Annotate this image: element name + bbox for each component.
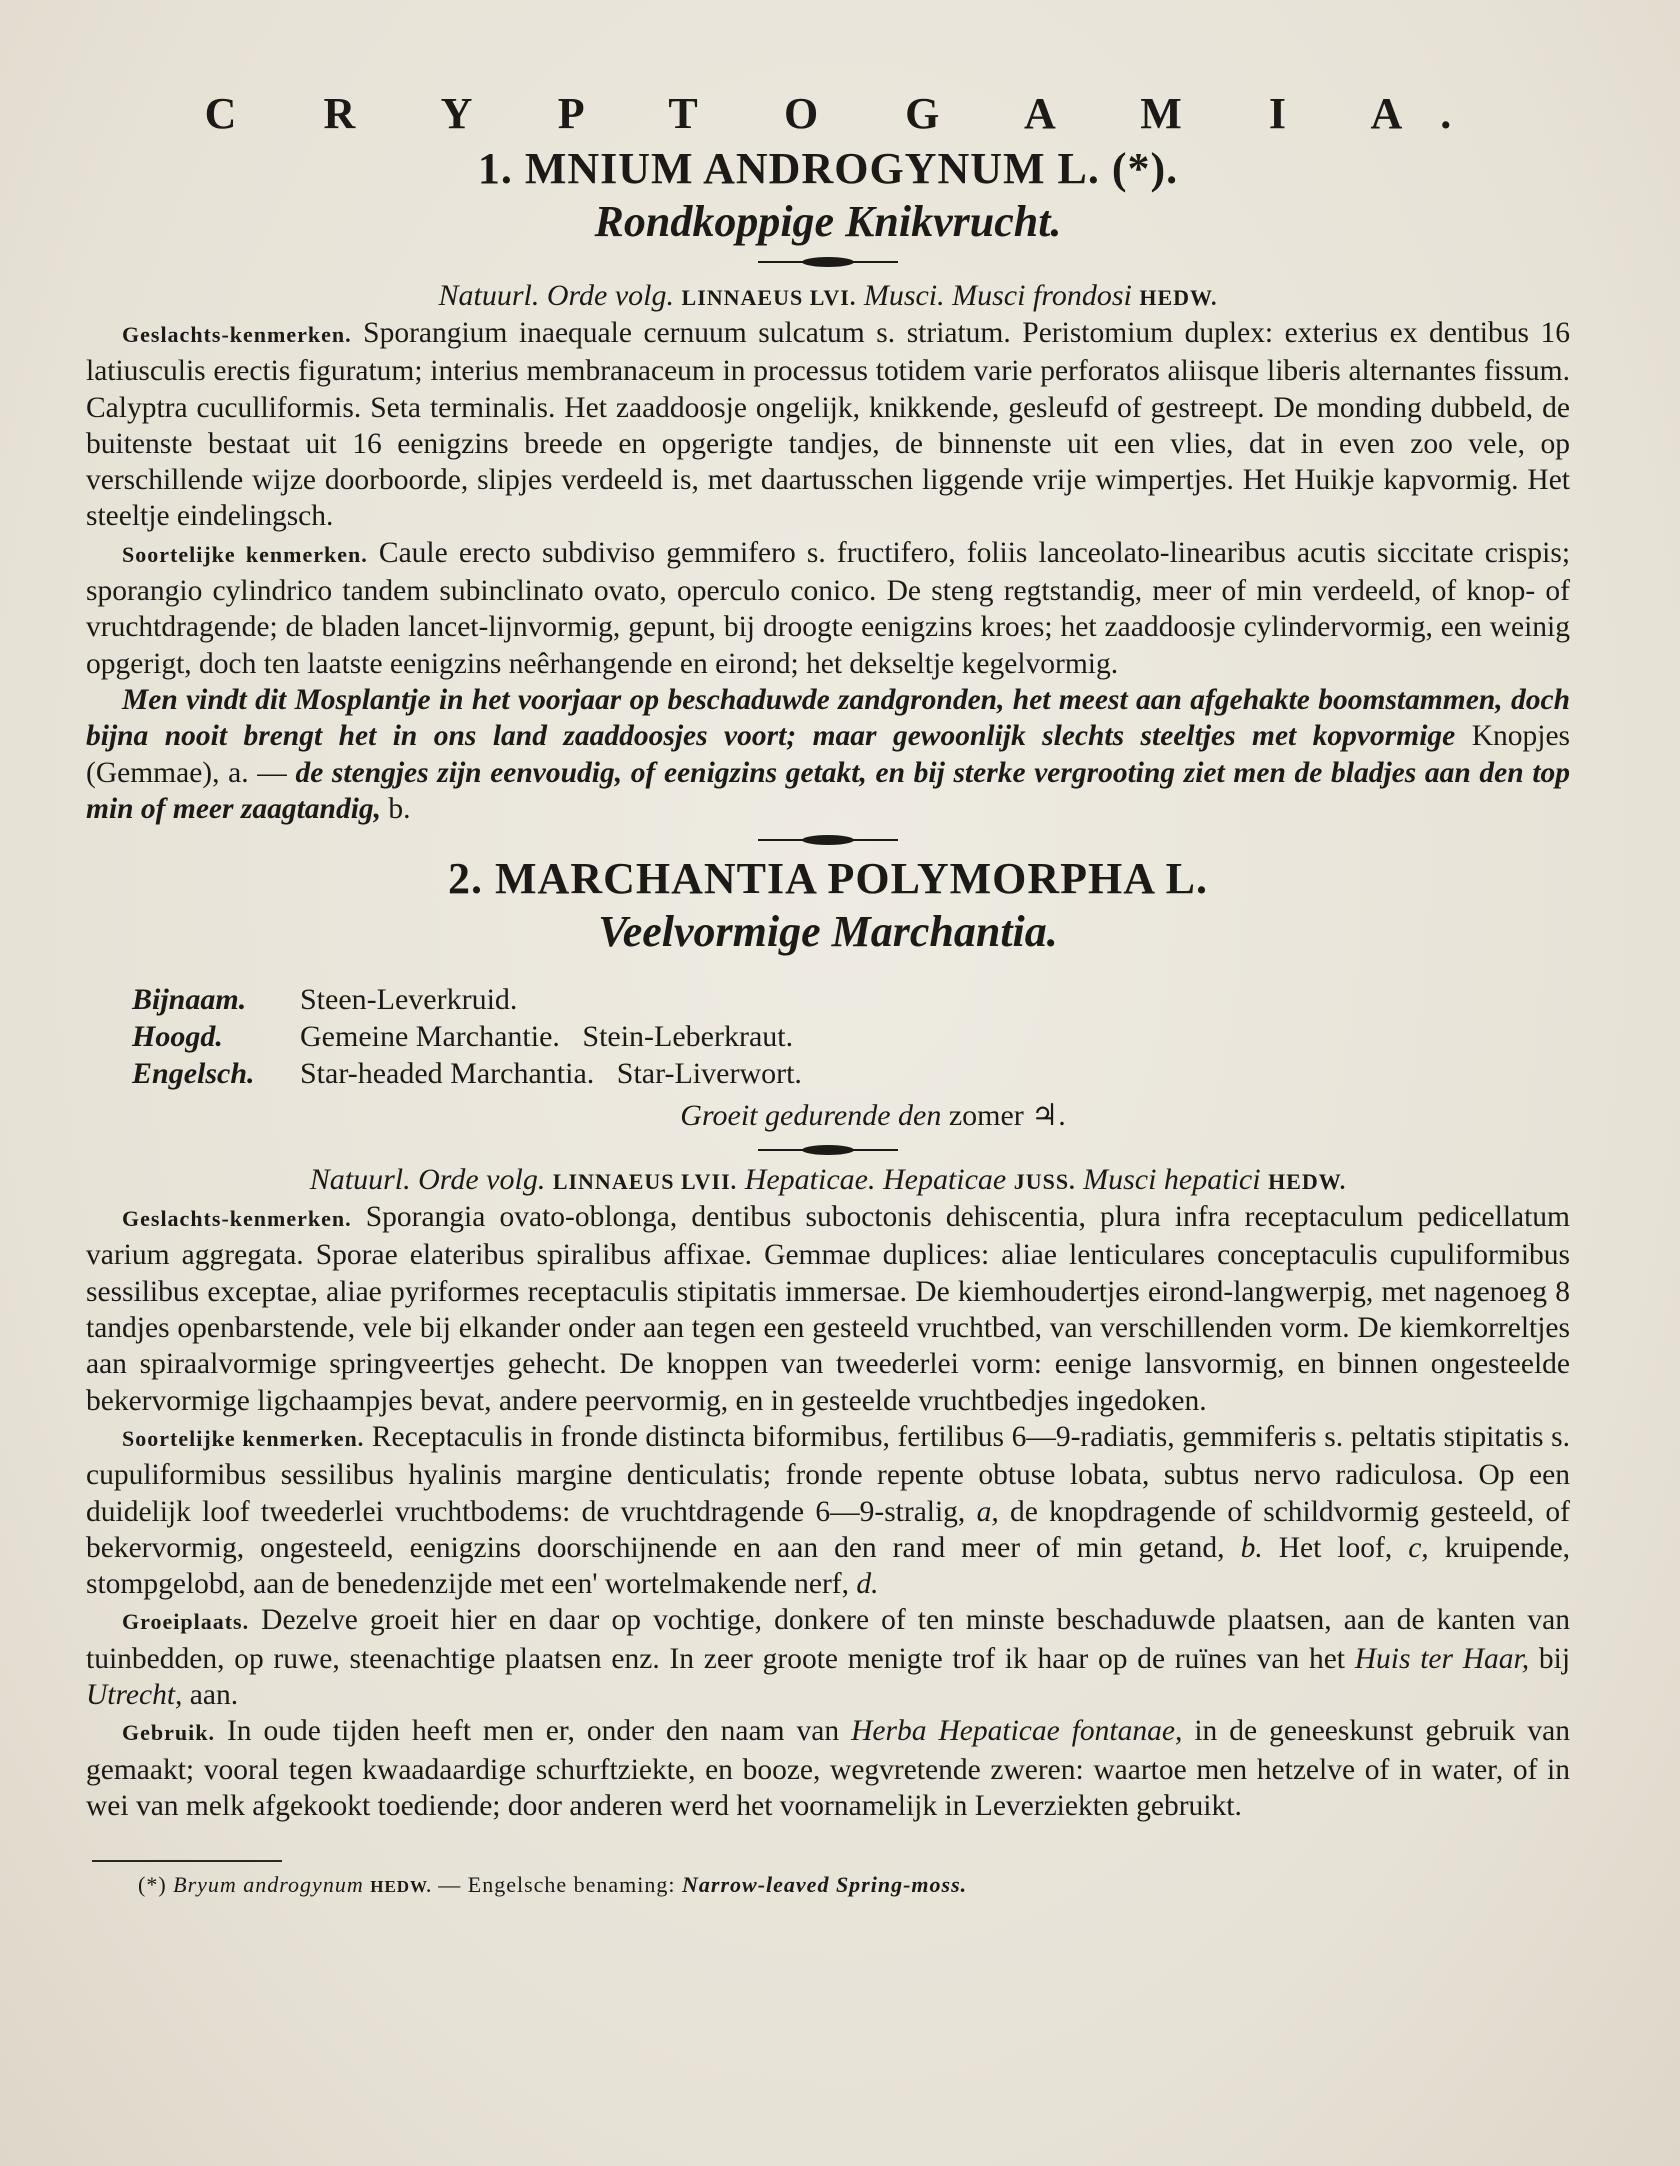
- order-author: HEDW.: [1268, 1169, 1347, 1195]
- synonym-value: Gemeine Marchantie. Stein-Leberkraut.: [300, 1020, 794, 1054]
- habitat-place: Huis ter Haar,: [1354, 1642, 1530, 1675]
- species-label: Soortelijke kenmerken.: [122, 1425, 365, 1451]
- synonym-value: Steen-Leverkruid.: [300, 983, 518, 1017]
- footnote: [138, 1872, 1570, 1898]
- figure-ref-c: c,: [1408, 1531, 1429, 1564]
- order-prefix: Natuurl. Orde volg.: [438, 279, 675, 312]
- grows-italic: Groeit gedurende den: [680, 1099, 942, 1133]
- ornament-divider: [758, 255, 898, 269]
- species-text-2: de knopdragende of schildvormig gesteeld, of bekervormig, ongesteeld, eenigzins doorschijnende en aan den rand meer of min getand,: [86, 1495, 1570, 1564]
- order-linnaeus: LINNAEUS LVI.: [681, 285, 857, 310]
- habitat-text-1: Dezelve groeit hier en daar op vochtige, donkere of ten minste beschaduwde plaatsen, aan de kanten van tuinbedden, op ruwe, steenachtige plaatsen enz. In zeer groote menigte trof ik haar op de ruïnes van het: [86, 1604, 1570, 1675]
- habitat-label: Groeiplaats.: [122, 1609, 250, 1635]
- ornament-divider: [758, 833, 898, 847]
- common-name-marchantia: Veelvormige Marchantia.: [598, 907, 1058, 957]
- habitat-plain-2: b.: [388, 792, 411, 825]
- habitat-city: Utrecht,: [86, 1679, 183, 1712]
- species-text-1: Receptaculis in fronde distincta biformibus, fertilibus 6—9-radiatis, gemmiferis s. peltatis stipitatis s. cupuliformibus sessilibus hyalinis margine denticulatis; fronde repente obtuse lobata, subtus nervo radiculosa. Op een duidelijk loof tweederlei vruchtbodems: de vruchtdragende 6—9-stralig,: [86, 1420, 1571, 1528]
- section-marchantia: [86, 853, 1570, 1824]
- footnote-marker: (*): [138, 1872, 167, 1898]
- footnote-english-name: Narrow-leaved Spring-moss.: [682, 1872, 968, 1898]
- synonym-value: Star-headed Marchantia. Star-Liverwort.: [300, 1057, 802, 1091]
- grows-plain: zomer ♃.: [948, 1099, 1066, 1133]
- section-mnium: [86, 143, 1570, 827]
- synonym-row: [132, 981, 802, 1018]
- genus-text: Sporangia ovato-oblonga, dentibus suboctonis dehiscentia, plura infra receptaculum pedicellatum varium aggregata. Sporae elateribus spiralibus affixae. Gemmae duplices: aliae lenticulares conceptaculis cupuliformibus sessilibus exceptae, aliae pyriformes receptaculis stipitatis immersae. De kiemhoudertjes eirond-langwerpig, met nagenoeg 8 tandjes openbarstende, vele bij elkander onder aan tegen een gesteeld vruchtbed, van verschillenden vorm. De kiemkorreltjes aan spiraalvormige springveertjes gehecht. De knoppen van tweederlei vorm: eenige lansvormig, en binnen ongesteelde bekervormige ligchaampjes bevat, andere peervormig, en in gesteelde vruchtbedjes ingedoken.: [86, 1201, 1570, 1417]
- species-characters-marchantia: [86, 1419, 1570, 1602]
- figure-ref-a: a,: [976, 1495, 999, 1528]
- order-family: Hepaticae. Hepaticae: [744, 1163, 1007, 1197]
- order-prefix: Natuurl. Orde volg.: [309, 1163, 546, 1197]
- use-marchantia: [86, 1713, 1570, 1824]
- habitat-italic-2: de stengjes zijn eenvoudig, of eenigzins getakt, en bij sterke vergrooting ziet men de bladjes aan den top min of meer zaagtandig,: [86, 756, 1571, 825]
- page-heading: C R Y P T O G A M I A.: [204, 89, 1490, 138]
- habitat-italic-1: Men vindt dit Mosplantje in het voorjaar op beschaduwde zandgronden, het meest aan afgehakte boomstammen, doch bijna nooit brengt het in ons land zaaddoosjes voort; maar gewoonlijk slechts steeltjes met kopvormige: [86, 683, 1570, 753]
- order-line-marchantia: [86, 1163, 1570, 1197]
- order-linnaeus: LINNAEUS LVII.: [552, 1169, 738, 1195]
- common-name-mnium: Rondkoppige Knikvrucht.: [594, 197, 1062, 246]
- species-title-mnium: 1. MNIUM ANDROGYNUM L. (*).: [477, 144, 1179, 193]
- order-juss: JUSS.: [1013, 1169, 1076, 1195]
- synonym-label: Bijnaam.: [132, 983, 247, 1017]
- order-author: HEDW.: [1139, 285, 1218, 310]
- species-text-4: kruipende, stompgelobd, aan de benedenzijde met een' wortelmakende nerf,: [86, 1531, 1571, 1601]
- use-text-2: in de geneeskunst gebruik van gemaakt; vooral tegen kwaadaardige schurftziekte, en booze, wegvretende zweren: waartoe men hetzelve of in water, of in wei van melk afgekookt toediende; door anderen werd het voornamelijk in Leverziekten gebruikt.: [86, 1715, 1571, 1822]
- synonyms-table: [132, 981, 802, 1092]
- footnote-rule: [92, 1860, 282, 1862]
- order-line-mnium: [86, 279, 1570, 313]
- habitat-plain-1: Knopjes (Gemmae), a. —: [86, 720, 1571, 789]
- species-text-3: Het loof,: [1278, 1531, 1393, 1564]
- order-family-2: Musci hepatici: [1083, 1163, 1261, 1197]
- synonym-row: [132, 1055, 802, 1092]
- species-label: Soortelijke kenmerken.: [122, 541, 368, 567]
- species-text: Caule erecto subdiviso gemmifero s. fructifero, foliis lanceolato-linearibus acutis siccitate crispis; sporangio cylindrico tandem subinclinato ovato, operculo conico. De steng regtstandig, meer of min verdeeld, of knop- of vruchtdragende; de bladen lancet-lijnvormig, gepunt, bij droogte eenigzins kroes; het zaaddoosje cylindervormig, een weinig opgerigt, doch ten laatste eenigzins neêrhangende en eirond; het dekseltje kegelvormig.: [86, 536, 1571, 680]
- footnote-synonym: Bryum androgynum: [173, 1872, 364, 1898]
- footnote-author: HEDW.: [370, 1877, 432, 1897]
- genus-text: Sporangium inaequale cernuum sulcatum s. striatum. Peristomium duplex: exterius ex dentibus 16 latiusculis erectis figuratum; interius membranaceum in processus totidem varie perforatos aliisque liberis alternantes fissum. Calyptra cuculliformis. Seta terminalis. Het zaaddoosje ongelijk, knikkende, gesleufd of gestreept. De monding dubbeld, de buitenste bestaat uit 16 eenigzins breede en opgerigte tandjes, de binnenste uit een vlies, dat in even zoo vele, op verschillende wijze doorboorde, slipjes verdeeld is, met daartusschen liggende vrije wimpertjes. Het Huikje kapvormig. Het steeltje eindelingsch.: [86, 317, 1571, 533]
- genus-characters-marchantia: [86, 1199, 1570, 1419]
- use-latin-name: Herba Hepaticae fontanae,: [851, 1715, 1183, 1748]
- growing-season: [86, 1098, 1570, 1133]
- genus-label: Geslachts-kenmerken.: [122, 1206, 352, 1232]
- figure-ref-b: b.: [1240, 1531, 1263, 1564]
- species-title-marchantia: 2. MARCHANTIA POLYMORPHA L.: [448, 854, 1208, 904]
- habitat-text-3: aan.: [189, 1679, 239, 1712]
- synonym-label: Hoogd.: [132, 1020, 223, 1054]
- genus-label: Geslachts-kenmerken.: [122, 322, 352, 347]
- habitat-mnium: [86, 682, 1570, 827]
- habitat-marchantia: [86, 1602, 1570, 1713]
- synonym-label: Engelsch.: [132, 1057, 255, 1091]
- species-characters-mnium: [86, 535, 1570, 682]
- use-label: Gebruik.: [122, 1720, 215, 1746]
- footnote-mid: — Engelsche benaming:: [438, 1872, 676, 1898]
- genus-characters-mnium: [86, 315, 1570, 535]
- figure-ref-d: d.: [856, 1568, 879, 1601]
- use-text-1: In oude tijden heeft men er, onder den naam van: [226, 1715, 840, 1748]
- order-family: Musci. Musci frondosi: [863, 279, 1132, 312]
- synonym-row: [132, 1018, 802, 1055]
- habitat-text-2: bij: [1538, 1642, 1571, 1675]
- ornament-divider: [758, 1143, 898, 1157]
